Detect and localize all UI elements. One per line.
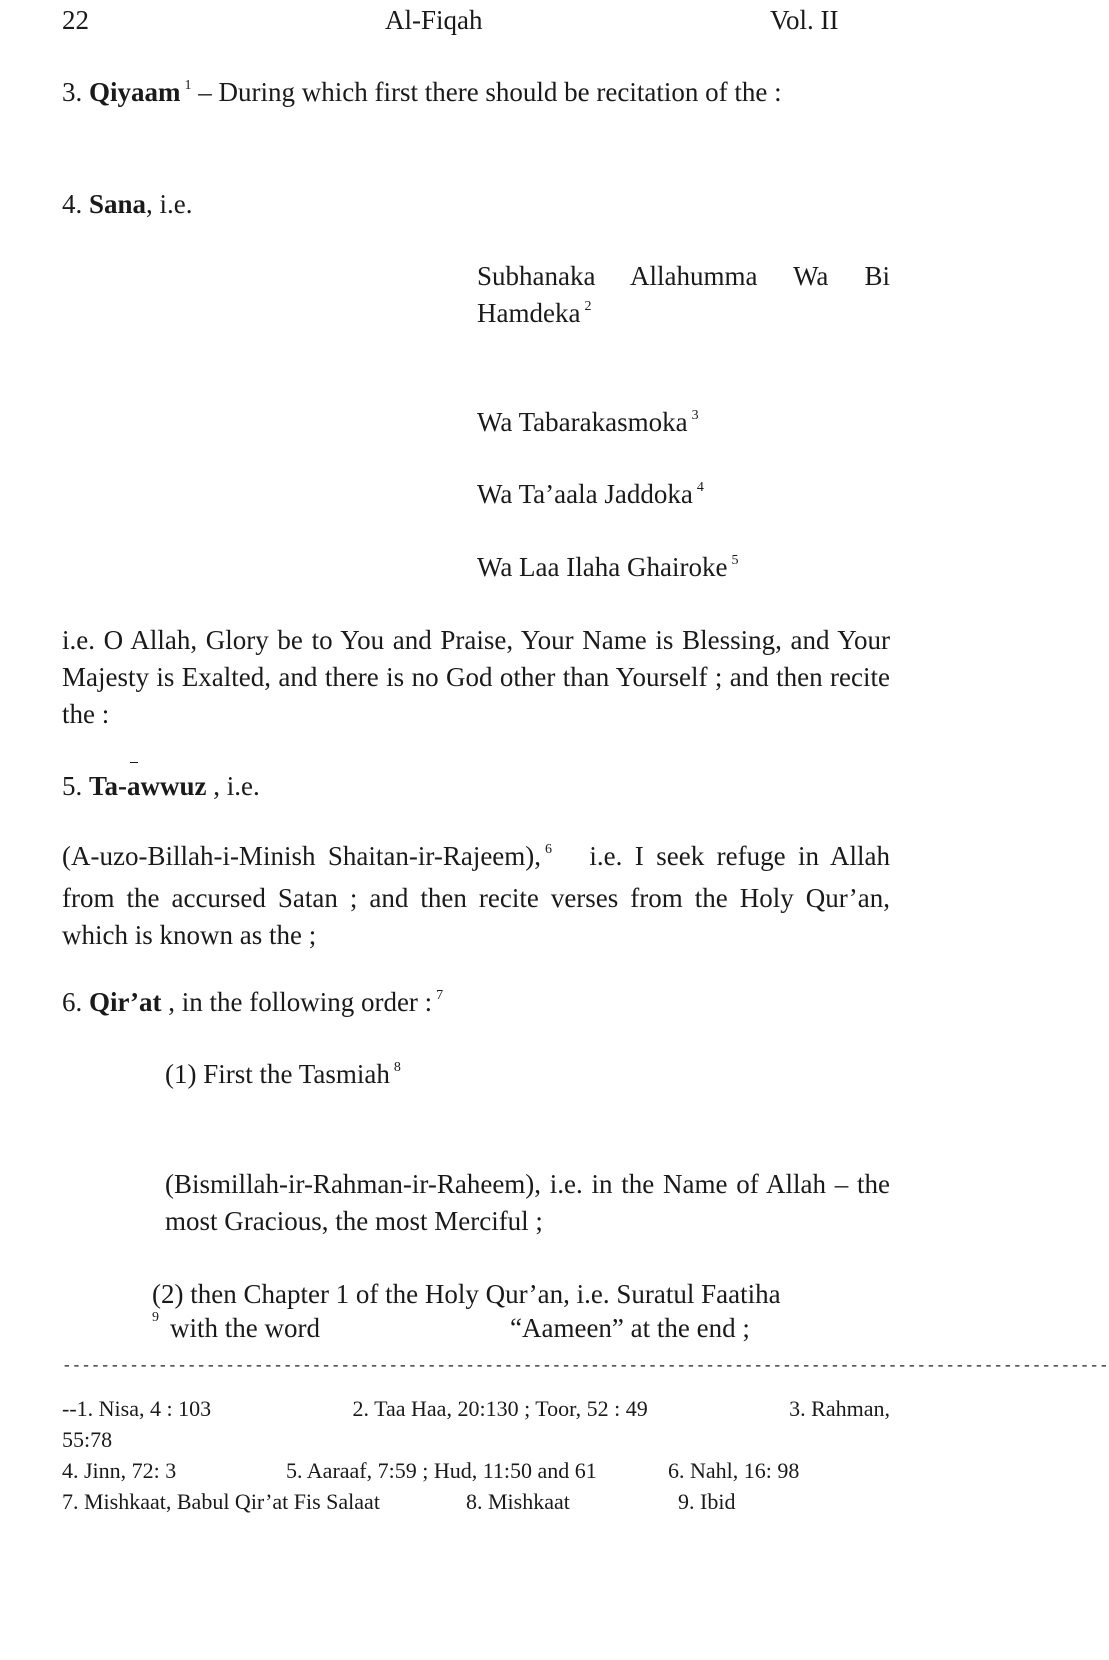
term-taawwuz (89, 771, 207, 801)
sana-text: Wa Laa Ilaha Ghairoke (477, 552, 728, 582)
sana-line-1 (477, 258, 890, 337)
item-number: 5. (62, 771, 83, 801)
footnote-ref-9: 9 (152, 1310, 159, 1325)
book-title: Al-Fiqah (385, 5, 483, 35)
sana-text: Wa Ta’aala Jaddoka (477, 479, 693, 509)
term-part-macron: a (127, 768, 141, 805)
sub-item-2-line-2a: with the word (170, 1313, 320, 1343)
footnote-8: 8. Mishkaat (466, 1489, 570, 1514)
item-qiyaam (62, 74, 890, 116)
sub-item-label: (1) First the Tasmiah (165, 1059, 390, 1089)
footnote-1: --1. Nisa, 4 : 103 (62, 1396, 212, 1421)
footnote-6: 6. Nahl, 16: 98 (668, 1458, 800, 1483)
page-number: 22 (62, 5, 89, 35)
sub-item-1-text: (Bismillah-ir-Rahman-ir-Raheem), i.e. in the Name of Allah – the most Gracious, the most Merciful ; (165, 1169, 890, 1236)
sana-line-2 (477, 404, 699, 446)
term-qiyaam: Qiyaam (89, 77, 181, 107)
sub-item-2-line-1: (2) then Chapter 1 of the Holy Qur’an, i.e. Suratul Faatiha (152, 1279, 781, 1309)
item-suffix: , in the following order : (161, 987, 433, 1017)
term-part: Ta- (89, 771, 128, 801)
footnote-ref-8: 8 (393, 1060, 401, 1075)
sana-text: Subhanaka Allahumma Wa Bi Hamdeka (477, 261, 890, 328)
item-sana (62, 186, 193, 223)
taawwuz-text (62, 838, 890, 954)
item-taawwuz (62, 768, 260, 805)
footnote-ref-4: 4 (696, 480, 704, 495)
sana-line-4 (477, 549, 738, 591)
item-number: 6. (62, 987, 83, 1017)
footnote-9: 9. Ibid (678, 1489, 736, 1514)
sana-meaning: i.e. O Allah, Glory be to You and Praise, Your Name is Blessing, and Your Majesty is Exalted, and there is no God other than Yourself ; and then recite the : (62, 625, 890, 729)
footnote-row-4 (62, 1486, 890, 1517)
sub-item-2-line-2b: “Aameen” at the end ; (510, 1313, 750, 1343)
footnote-separator: ------------------------------------------------------------------------------------------------------------- (62, 1357, 1109, 1375)
item-number: 3. (62, 77, 83, 107)
footnote-3-cont: 55:78 (62, 1427, 113, 1452)
taawwuz-arabic: (A-uzo-Billah-i-Minish Shaitan-ir-Rajeem), (62, 841, 542, 871)
footnote-row-1 (62, 1393, 890, 1424)
item-number: 4. (62, 189, 83, 219)
volume-label: Vol. II (770, 5, 839, 35)
footnote-ref-2: 2 (584, 299, 592, 314)
sana-text: Wa Tabarakasmoka (477, 407, 688, 437)
footnote-row-2 (62, 1424, 890, 1455)
footnote-3: 3. Rahman, (789, 1396, 890, 1421)
item-qirat (62, 984, 443, 1026)
footnote-ref-5: 5 (731, 553, 739, 568)
footnote-ref-7: 7 (436, 988, 444, 1003)
footnote-ref-3: 3 (691, 408, 699, 423)
footnote-4: 4. Jinn, 72: 3 (62, 1458, 177, 1483)
term-sana: Sana (89, 189, 147, 219)
item-suffix: , i.e. (146, 189, 193, 219)
sub-item-1 (165, 1056, 401, 1098)
footnote-ref-6: 6 (545, 842, 553, 857)
footnote-5: 5. Aaraaf, 7:59 ; Hud, 11:50 and 61 (286, 1458, 597, 1483)
item-suffix: , i.e. (206, 771, 260, 801)
item-text: – During which first there should be recitation of the : (198, 77, 782, 107)
sana-line-3 (477, 476, 704, 518)
term-part: wwuz (140, 771, 207, 801)
footnote-7: 7. Mishkaat, Babul Qir’at Fis Salaat (62, 1489, 380, 1514)
footnote-ref-1: 1 (184, 78, 192, 93)
taawwuz-meaning: i.e. I seek refuge in Allah from the accursed Satan ; and then recite verses from the Holy Qur’an, which is known as the ; (62, 841, 890, 950)
footnote-row-3 (62, 1455, 890, 1486)
footnotes (62, 1393, 890, 1517)
footnote-2: 2. Taa Haa, 20:130 ; Toor, 52 : 49 (352, 1396, 648, 1421)
term-qirat: Qir’at (89, 987, 162, 1017)
